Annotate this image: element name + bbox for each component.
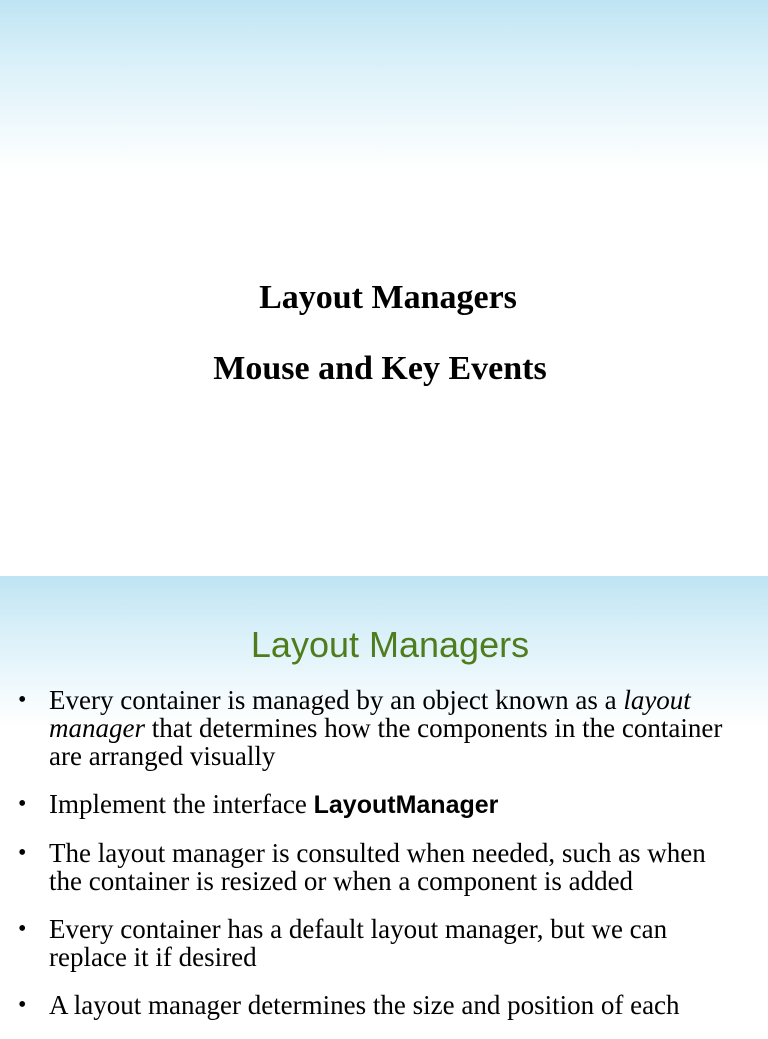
bullet-dot-icon: •	[18, 992, 27, 1018]
bullet-dot-icon: •	[18, 916, 27, 942]
bullet-dot-icon: •	[18, 791, 27, 817]
bullet-list	[0, 686, 768, 1039]
bullet-item	[0, 991, 768, 1019]
bullet-item	[0, 915, 768, 971]
bullet-text: that determines how the components in the container are arranged visually	[49, 713, 723, 771]
bullet-item	[0, 790, 768, 819]
bullet-text: Every container is managed by an object known as a	[49, 685, 624, 715]
bullet-bold-term: LayoutManager	[313, 791, 499, 819]
content-slide-heading: Layout Managers	[250, 624, 530, 665]
slide-title-line-2: Mouse and Key Events	[213, 350, 547, 387]
bullet-item	[0, 686, 768, 770]
bullet-text: Every container has a default layout manager, but we can replace it if desired	[49, 914, 668, 972]
bullet-dot-icon: •	[18, 840, 27, 866]
bullet-text: Implement the interface	[49, 789, 314, 819]
bullet-item	[0, 839, 768, 895]
bullet-dot-icon: •	[18, 687, 27, 713]
bullet-italic-term: layout manager	[49, 685, 691, 743]
bullet-text: The layout manager is consulted when needed, such as when the container is resized or when a component is added	[49, 838, 706, 896]
bullet-text: A layout manager determines the size and position of each	[49, 990, 680, 1020]
slide-title-line-1: Layout Managers	[259, 279, 517, 316]
